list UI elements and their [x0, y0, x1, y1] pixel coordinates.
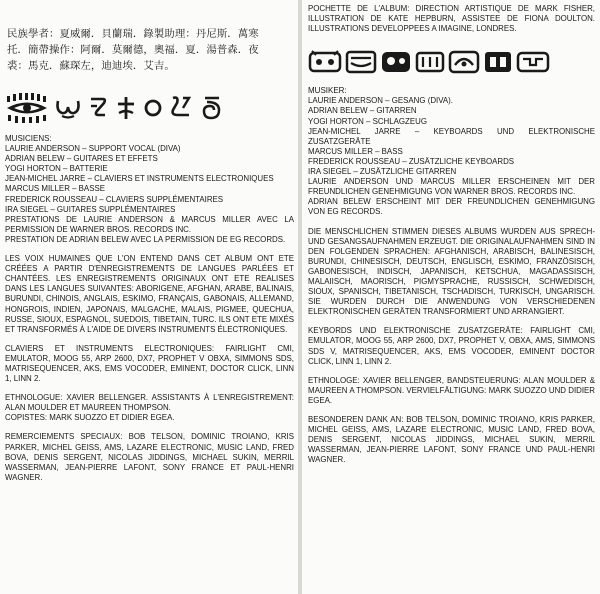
chinese-line: 托．簡帶操作：阿爾．莫爾德，奧福．夏．湯普森．夜: [7, 44, 259, 56]
musiker-line: MARCUS MILLER – BASS: [308, 146, 403, 156]
musician-line: PRESTATIONS DE LAURIE ANDERSON & MARCUS MILLER AVEC LA PERMISSION DE WARNER BROS. RECORDS INC.: [5, 214, 294, 234]
chinese-line: 裘：馬克．蘇琛左，迪迪埃．艾吉。: [7, 60, 175, 72]
wave-glyph-icon: [55, 97, 81, 119]
musicians-block: [5, 134, 294, 245]
musiker-line: JEAN-MICHEL JARRE – KEYBOARDS UND ELEKTRONISCHE ZUSATZGERÄTE: [308, 126, 595, 146]
musician-line: IRA SIEGEL – GUITARES SUPPLÉMENTAIRES: [5, 204, 176, 214]
ethnology-paragraph: ETHNOLOGUE: XAVIER BELLENGER. ASSISTANTS À L'ENREGISTREMENT: ALAN MOULDER ET MAUREEN THOMPSON.: [5, 393, 294, 413]
ethnologe-paragraph: ETHNOLOGE: XAVIER BELLENGER, BANDSTEUERUNG: ALAN MOULDER & MAUREEN A THOMPSON. VERVIELFÄLTIGUNG: MARK SUOZZO UND DIDIER EGEA.: [308, 375, 595, 405]
musiker-line: LAURIE ANDERSON UND MARCUS MILLER ERSCHEINEN MIT DER FREUNDLICHEN GENEHMIGUNG VON WARNER BROS. RECORDS INC.: [308, 177, 595, 197]
block-glyph-6-icon: [483, 49, 513, 75]
musician-line: MARCUS MILLER – BASSE: [5, 184, 105, 194]
musician-line: ADRIAN BELEW – GUITARES ET EFFETS: [5, 154, 158, 164]
spiral-glyph-icon: [199, 94, 225, 122]
musiker-line: IRA SIEGEL – ZUSÄTZLICHE GITARREN: [308, 167, 457, 177]
musiker-line: LAURIE ANDERSON – GESANG (DIVA).: [308, 96, 453, 106]
block-glyph-2-icon: [345, 49, 377, 75]
column-divider: [298, 0, 302, 594]
musiker-line: ADRIAN BELEW – GITARREN: [308, 106, 417, 116]
block-glyph-1-icon: [308, 49, 342, 75]
chinese-credits: [7, 26, 294, 74]
keyboards-paragraph: KEYBORDS UND ELEKTRONISCHE ZUSATZGERÄTE: FAIRLIGHT CMI, EMULATOR, MOOG 55, ARP 2600, DX7, PROPHET V, OBXA, AMS, SIMMONS SDS V, MATRISEQUENCER, AKS, EMS VOCODER, EMINENT DOCTOR CLICK, LINN 1, LINN 2.: [308, 326, 595, 366]
musicians-heading: MUSICIENS:: [5, 134, 52, 143]
circle-glyph-icon: [143, 97, 163, 119]
zoolook-glyph-title: [5, 88, 294, 128]
musician-line: JEAN-MICHEL JARRE – CLAVIERS ET INSTRUMENTS ELECTRONIQUES: [5, 174, 274, 184]
zigzag-glyph-icon: [169, 94, 193, 122]
pochette-paragraph: POCHETTE DE L'ALBUM: DIRECTION ARTISTIQUE DE MARK FISHER, ILLUSTRATION DE KATE HEPBURN, ASSISTEE DE FIONA DOULTON. ILLUSTRATIONS DEVELOPPEES A IMAGINE, LONDRES.: [308, 4, 595, 34]
musician-line: LAURIE ANDERSON – SUPPORT VOCAL (DIVA): [5, 144, 181, 154]
hook-glyph-icon: [87, 95, 109, 121]
block-glyph-5-icon: [448, 49, 480, 75]
eye-glyph-icon: [5, 93, 49, 123]
block-glyph-3-icon: [380, 49, 412, 75]
block-glyph-4-icon: [415, 49, 445, 75]
musiker-line: YOGI HORTON – SCHLAGZEUG: [308, 116, 427, 126]
ethnology-block: [5, 393, 294, 423]
chinese-line: 民族學者：夏威爾．貝蘭瑞．錄製助理：丹尼斯．萬寒: [7, 28, 259, 40]
dank-paragraph: BESONDEREN DANK AN: BOB TELSON, DOMINIC TROIANO, KRIS PARKER, MICHEL GEISS, AMS, LAZARE ELECTRONIC, MUSIC LAND, FRED BOVA, DENIS SERGENT, NICOLAS JIDDINGS, MICHAEL SUKIN, MERRIL WASSERMAN, JEAN-PIERRE LAFONT, SONY FRANCE UND PAUL-HENRI WAGNER.: [308, 415, 595, 465]
copyists-paragraph: COPISTES: MARK SUOZZO ET DIDIER EGEA.: [5, 413, 175, 423]
musician-line: FREDERICK ROUSSEAU – CLAVIERS SUPPLÉMENTAIRES: [5, 194, 224, 204]
voices-paragraph: LES VOIX HUMAINES QUE L'ON ENTEND DANS CET ALBUM ONT ETE CRÉÉES A PARTIR D'ENREGISTREMENTS DE LANGUES PARLÉES ET CHANTÉES. LES ENREGISTREMENTS ORIGINAUX ONT ETE REALISES DANS LES LANGUES SUIVANTES: ABORIGENE, AFGHAN, ARABE, BALINAIS, BURUNDI, CHINOIS, ANGLAIS, ESKIMO, FRANÇAIS, GABONAIS, ALLEMAND, HONGROIS, INDIEN, JAPONAIS, MALGACHE, MALAIS, PIGMEE, QUECHUA, RUSSE, SIOUX, ESPAGNOL, SUEDOIS, TIBETAIN, TURC. ILS ONT ETE MIXÉS ET TRANSFORMÉS À L'AIDE DE DIVERS INSTRUMENTS ÉLECTRONIQUES.: [5, 254, 294, 334]
musiker-line: ADRIAN BELEW ERSCHEINT MIT DER FREUNDLICHEN GENEHMIGUNG VON EG RECORDS.: [308, 197, 595, 217]
musiker-line: FREDERICK ROUSSEAU – ZUSÄTZLICHE KEYBOARDS: [308, 156, 515, 166]
right-column: [308, 0, 595, 594]
musician-line: YOGI HORTON – BATTERIE: [5, 164, 108, 174]
stimmen-paragraph: DIE MENSCHLICHEN STIMMEN DIESES ALBUMS WURDEN AUS SPRECH- UND GESANGSAUFNAHMEN ERZEUGT. DIE ORIGINALAUFNAHMEN SIND IN DEN FOLGENDEN SPRACHEN: AFGHANISCH, ARABISCH, BALINESISCH, BURUNDI, CHINESISCH, DEUTSCH, ENGLISCH, ESKIMO, FRANZÖSISCH, GABONESISCH, INDISCH, JAPANISCH, KETSCHUA, MAGADASSISCH, MALAIISCH, MAORISCH, PIGMYSPRACHE, RUSSISCH, SCHWEDISCH, SIOUX, SPANISCH, TIBETANISCH, TSCHADISCH, TURKISCH, UNGARISCH. SIE WURDEN DURCH DIE ANWENDUNG VON VERSCHIEDENEN ELEKTRONISCHEN GERÄTEN TRANSFORMIERT UND ARRANGIERT.: [308, 226, 595, 317]
musician-line: PRESTATION DE ADRIAN BELEW AVEC LA PERMISSION DE EG RECORDS.: [5, 234, 286, 244]
instruments-paragraph: CLAVIERS ET INSTRUMENTS ELECTRONIQUES: FAIRLIGHT CMI, EMULATOR, MOOG 55, ARP 2600, DX7, PROPHET V OBXA, SIMMONS SDS, MATRISEQUENCER, AKS, EMS VOCODER, EMINENT, DOCTOR CLICK, LINN 1, LINN 2.: [5, 343, 294, 384]
musiker-heading: MUSIKER:: [308, 86, 347, 96]
cross-glyph-icon: [115, 95, 137, 121]
left-column: [5, 0, 294, 594]
zoolook-block-glyph-title: [308, 44, 595, 80]
block-glyph-7-icon: [516, 49, 550, 75]
musiker-block: [308, 86, 595, 217]
thanks-paragraph: REMERCIEMENTS SPECIAUX: BOB TELSON, DOMINIC TROIANO, KRIS PARKER, MICHEL GEISS, AMS, LAZARE ELECTRONIC, MUSIC LAND, FRED BOVA, DENIS SERGENT, NICOLAS JIDDINGS, MICHAEL SUKIN, MERRIL WASSERMAN, JEAN-PIERRE LAFONT, SONY FRANCE ET PAUL-HENRI WAGNER.: [5, 432, 294, 482]
